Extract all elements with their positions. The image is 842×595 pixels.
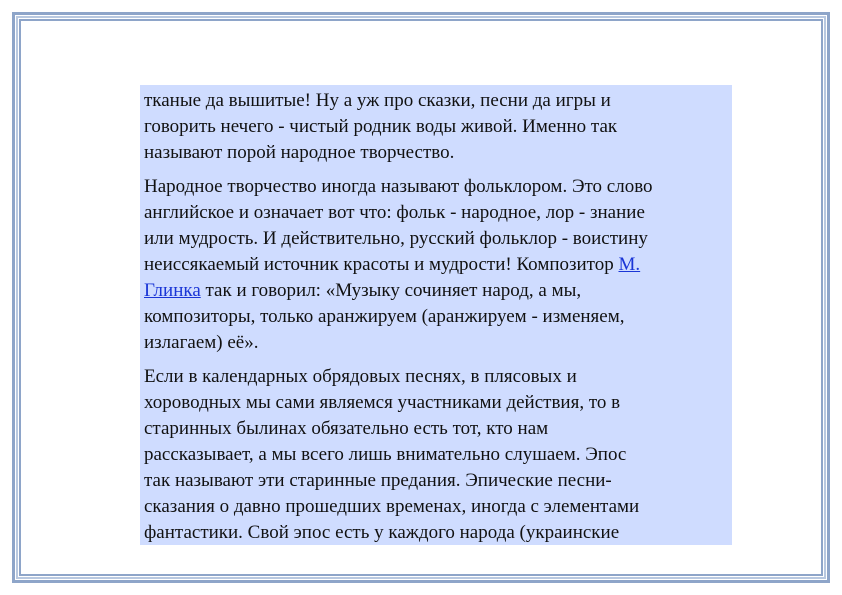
paragraph-2 bbox=[144, 174, 728, 356]
text-block bbox=[140, 85, 732, 545]
paragraph-2-text-before: Народное творчество иногда называют фольклором. Это слово английское и означает вот что: фольк - народное, лор - знание или мудрость. И действительно, русский фольклор - воистину неиссякаемый источник красоты и мудрости! Композитор bbox=[144, 176, 653, 275]
glinka-link[interactable]: М. Глинка bbox=[144, 254, 641, 301]
paragraph-1: тканые да вышитые! Ну а уж про сказки, песни да игры и говорить нечего - чистый родник воды живой. Именно так называют порой народное творчество. bbox=[144, 90, 618, 163]
paragraph-3: Если в календарных обрядовых песнях, в плясовых и хороводных мы сами являемся участниками действия, то в старинных былинах обязательно есть тот, кто нам рассказывает, а мы всего лишь внимательно слушаем. Эпос так называют эти старинные предания. Эпические песни- сказания о давно прошедших временах, иногда с элементами фантастики. Свой эпос есть у каждого народа (украинские bbox=[144, 366, 640, 543]
paragraph-2-text-after: так и говорил: «Музыку сочиняет народ, а мы, композиторы, только аранжируем (аранжируем - изменяем, излагаем) её». bbox=[144, 280, 625, 353]
